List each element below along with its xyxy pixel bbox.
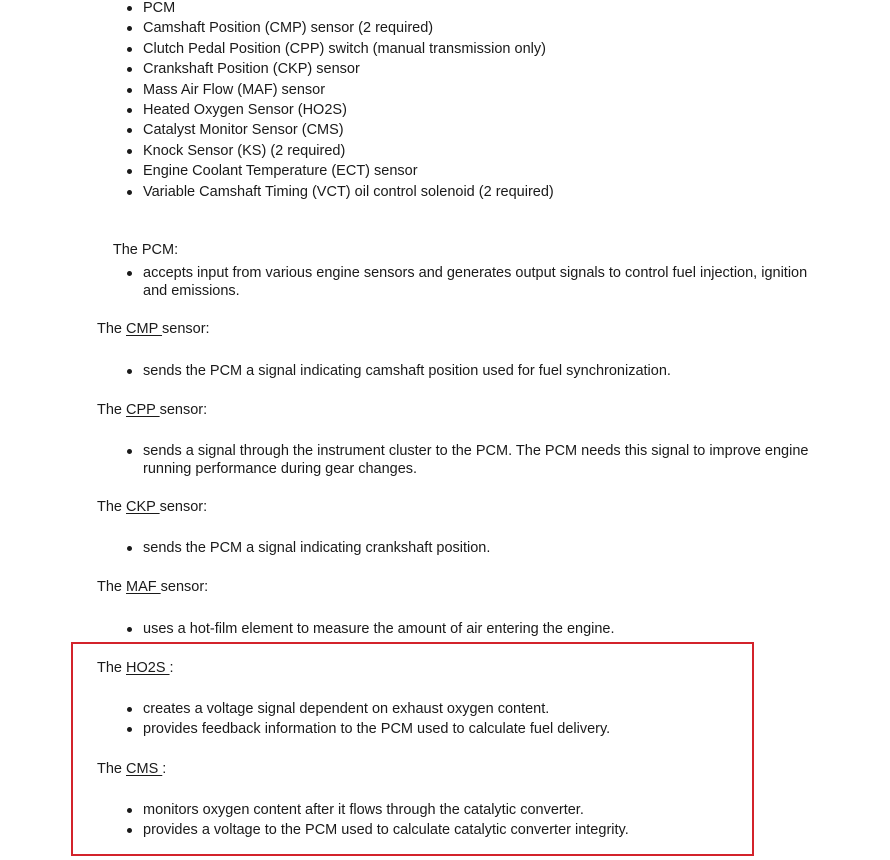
- list-item: sends the PCM a signal indicating camshaft position used for fuel synchronization.: [0, 362, 890, 380]
- heading-prefix: The: [97, 321, 127, 337]
- section-heading-ckp: [97, 498, 207, 516]
- list-item: Clutch Pedal Position (CPP) switch (manual transmission only): [0, 39, 890, 59]
- heading-prefix: The: [97, 761, 127, 777]
- list-item: Knock Sensor (KS) (2 required): [0, 141, 890, 161]
- section-heading-ho2s: [97, 659, 174, 677]
- abbreviation-cms: CMS: [126, 761, 163, 777]
- list-item: creates a voltage signal dependent on exhaust oxygen content.: [0, 699, 890, 719]
- component-list: [0, 0, 890, 202]
- section-ho2s-bullets: [0, 699, 890, 740]
- list-item: Mass Air Flow (MAF) sensor: [0, 80, 890, 100]
- section-heading-cpp: [97, 401, 207, 419]
- list-item: Crankshaft Position (CKP) sensor: [0, 59, 890, 79]
- heading-suffix: sensor:: [160, 579, 209, 595]
- section-heading-cms: [97, 760, 166, 778]
- list-item: sends the PCM a signal indicating crankshaft position.: [0, 539, 890, 557]
- heading-suffix: sensor:: [159, 402, 208, 418]
- list-item: Variable Camshaft Timing (VCT) oil control solenoid (2 required): [0, 182, 890, 202]
- section-cpp-bullets: [0, 442, 890, 478]
- abbreviation-cmp: CMP: [126, 321, 163, 337]
- list-item: sends a signal through the instrument cluster to the PCM. The PCM needs this signal to improve engine running performance during gear changes.: [0, 442, 890, 478]
- section-heading-maf: [97, 578, 208, 596]
- list-item: provides feedback information to the PCM used to calculate fuel delivery.: [0, 719, 890, 739]
- list-item: Catalyst Monitor Sensor (CMS): [0, 120, 890, 140]
- heading-prefix: The: [97, 402, 127, 418]
- list-item: provides a voltage to the PCM used to calculate catalytic converter integrity.: [0, 820, 890, 840]
- heading-suffix: sensor:: [162, 321, 210, 337]
- section-pcm-bullets: [0, 264, 890, 300]
- list-item: Camshaft Position (CMP) sensor (2 required): [0, 18, 890, 38]
- list-item: uses a hot-film element to measure the amount of air entering the engine.: [0, 620, 890, 638]
- heading-text: The PCM:: [112, 242, 179, 258]
- abbreviation-ho2s: HO2S: [126, 660, 170, 676]
- list-item: monitors oxygen content after it flows through the catalytic converter.: [0, 800, 890, 820]
- list-item: Engine Coolant Temperature (ECT) sensor: [0, 161, 890, 181]
- section-ckp-bullets: [0, 539, 890, 557]
- list-item: accepts input from various engine sensors and generates output signals to control fuel injection, ignition and emissions.: [0, 264, 890, 300]
- section-heading-cmp: [97, 320, 210, 338]
- abbreviation-cpp: CPP: [126, 402, 160, 418]
- heading-suffix: :: [169, 660, 174, 676]
- heading-prefix: The: [97, 499, 127, 515]
- section-cmp-bullets: [0, 362, 890, 380]
- abbreviation-ckp: CKP: [126, 499, 160, 515]
- section-maf-bullets: [0, 620, 890, 638]
- list-item: Heated Oxygen Sensor (HO2S): [0, 100, 890, 120]
- heading-suffix: :: [162, 761, 167, 777]
- abbreviation-maf: MAF: [126, 579, 161, 595]
- list-item: PCM: [0, 0, 890, 18]
- heading-suffix: sensor:: [159, 499, 208, 515]
- component-list-block: [0, 0, 890, 202]
- heading-prefix: The: [97, 579, 127, 595]
- heading-prefix: The: [97, 660, 127, 676]
- section-cms-bullets: [0, 800, 890, 841]
